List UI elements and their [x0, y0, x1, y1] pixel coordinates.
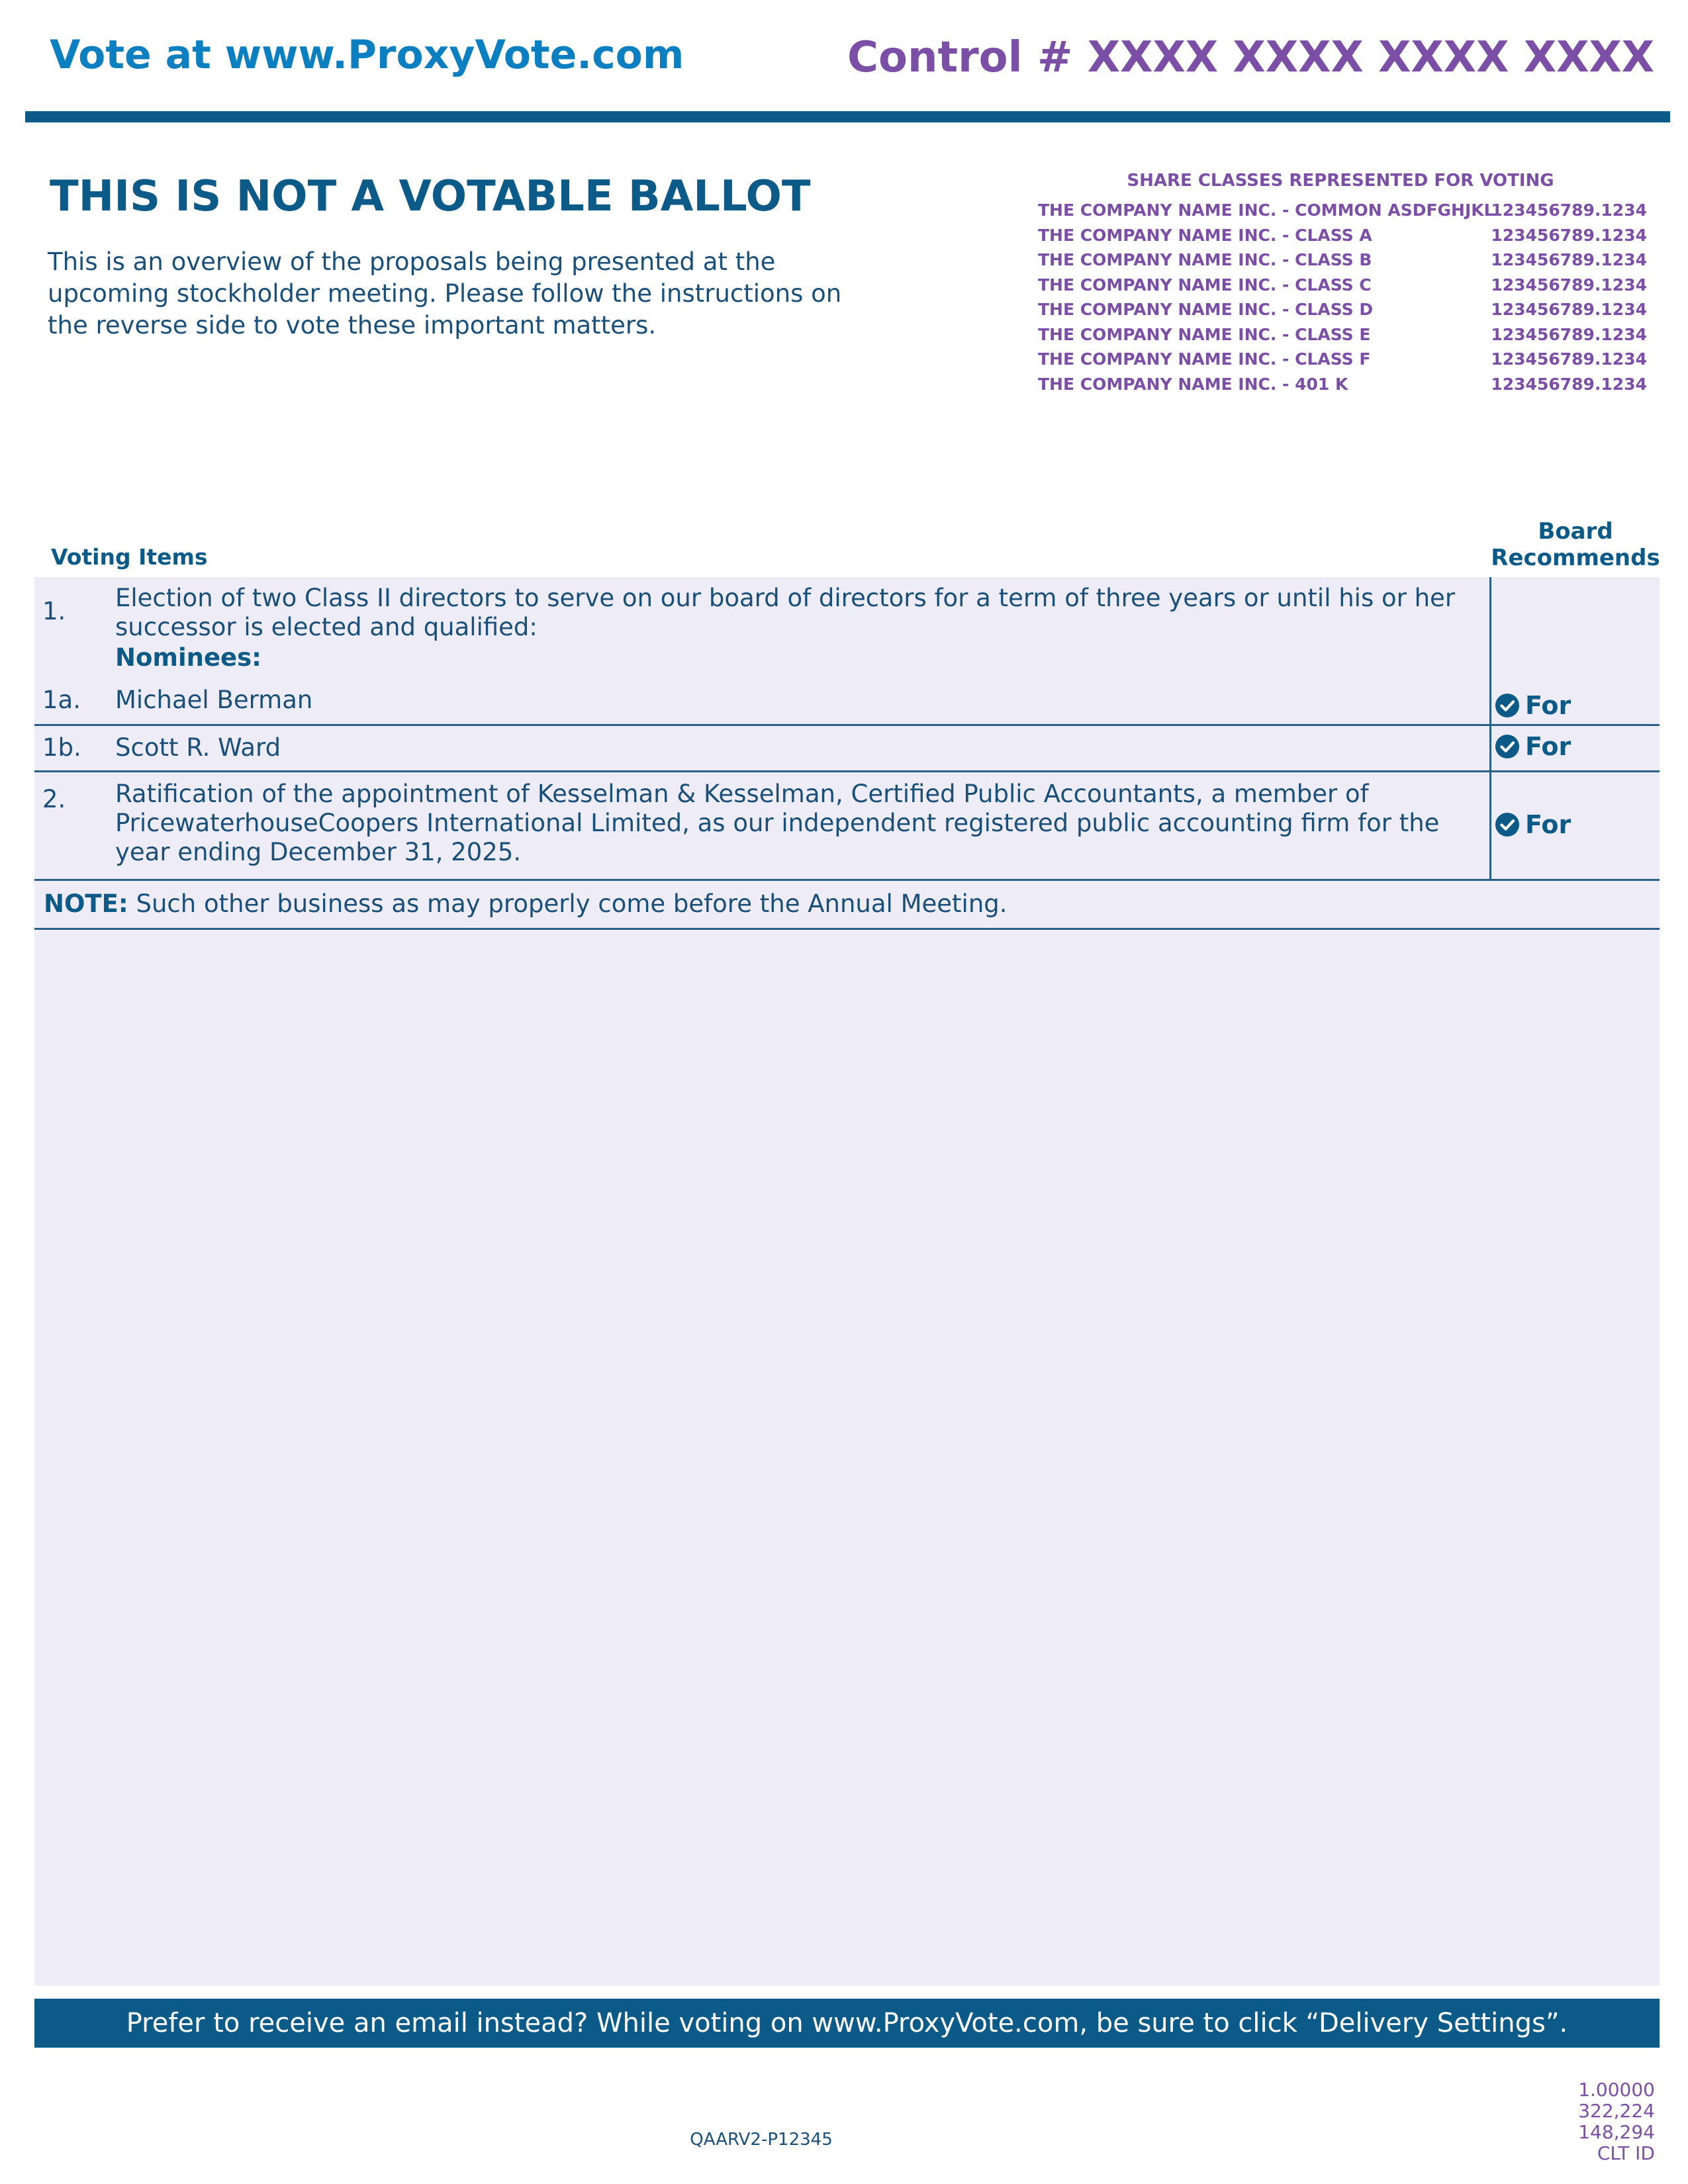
voting-items-panel	[34, 577, 1660, 1985]
recommendation-for	[1495, 810, 1571, 839]
recommend-column-divider	[1489, 577, 1491, 880]
not-votable-heading: THIS IS NOT A VOTABLE BALLOT	[50, 172, 811, 221]
share-class-value: 123456789.1234	[1491, 300, 1647, 319]
recommendation-label: For	[1525, 732, 1571, 761]
board-recommends-header: Board Recommends	[1491, 518, 1660, 571]
share-class-value: 123456789.1234	[1491, 324, 1647, 344]
share-class-value: 123456789.1234	[1491, 349, 1647, 369]
nominee-name: Michael Berman	[115, 686, 313, 714]
recommendation-label: For	[1525, 810, 1571, 839]
share-class-value: 123456789.1234	[1491, 225, 1647, 245]
row-divider	[34, 879, 1660, 881]
footer-code: 148,294	[1578, 2121, 1655, 2143]
check-circle-icon	[1495, 693, 1520, 718]
nominee-name: Scott R. Ward	[115, 733, 281, 762]
share-class-name: THE COMPANY NAME INC. - CLASS B	[1038, 250, 1372, 269]
footer-code: 1.00000	[1578, 2079, 1655, 2101]
share-class-name: THE COMPANY NAME INC. - COMMON ASDFGHJKL	[1038, 201, 1495, 220]
note-line	[44, 889, 1008, 918]
item-number: 1.	[42, 597, 66, 625]
footer-codes	[1456, 2079, 1655, 2164]
item-number: 2.	[42, 785, 66, 813]
document-code: QAARV2-P12345	[690, 2130, 833, 2150]
share-class-row	[1038, 325, 1647, 350]
note-text: Such other business as may properly come before the Annual Meeting.	[136, 889, 1008, 918]
share-class-value: 123456789.1234	[1491, 250, 1647, 269]
email-delivery-banner: Prefer to receive an email instead? While voting on www.ProxyVote.com, be sure to click “Delivery Settings”.	[34, 1999, 1660, 2048]
share-class-name: THE COMPANY NAME INC. - CLASS A	[1038, 225, 1372, 245]
check-circle-icon	[1495, 734, 1520, 759]
item-2-description: Ratification of the appointment of Kesselman & Kesselman, Certified Public Accountants, a member of PricewaterhouseCoopers International Limited, as our independent registered public accounting firm for the year ending December 31, 2025.	[115, 780, 1440, 866]
intro-description: This is an overview of the proposals being presented at the upcoming stockholder meeting. Please follow the instructions on the reverse side to vote these important matters.	[48, 248, 842, 340]
share-class-name: THE COMPANY NAME INC. - CLASS F	[1038, 349, 1371, 369]
share-class-value: 123456789.1234	[1491, 201, 1647, 220]
share-class-row	[1038, 349, 1647, 375]
share-classes-list	[1038, 201, 1647, 399]
item-number: 1a.	[42, 686, 81, 714]
footer-code: 322,224	[1578, 2100, 1655, 2122]
header-divider	[25, 111, 1670, 122]
share-class-row	[1038, 201, 1647, 226]
recommendation-for	[1495, 732, 1571, 761]
share-class-name: THE COMPANY NAME INC. - 401 K	[1038, 374, 1348, 394]
nominees-label: Nominees:	[115, 643, 261, 672]
row-divider	[34, 770, 1660, 772]
share-class-value: 123456789.1234	[1491, 374, 1647, 394]
item-number: 1b.	[42, 733, 81, 762]
voting-items-header: Voting Items	[51, 544, 208, 570]
row-divider	[34, 928, 1660, 930]
share-classes-title: SHARE CLASSES REPRESENTED FOR VOTING	[1127, 171, 1554, 191]
item-1-description: Election of two Class II directors to serve on our board of directors for a term of three years or until his or her successor is elected and qualified:	[115, 584, 1456, 641]
share-class-value: 123456789.1234	[1491, 275, 1647, 295]
share-class-row	[1038, 375, 1647, 400]
control-number: Control # XXXX XXXX XXXX XXXX	[847, 33, 1655, 82]
share-class-name: THE COMPANY NAME INC. - CLASS E	[1038, 324, 1371, 344]
share-class-row	[1038, 226, 1647, 251]
share-class-row	[1038, 275, 1647, 300]
share-class-row	[1038, 250, 1647, 275]
note-label: NOTE:	[44, 889, 128, 918]
share-class-name: THE COMPANY NAME INC. - CLASS D	[1038, 300, 1374, 319]
footer-code: CLT ID	[1597, 2142, 1655, 2164]
recommendation-for	[1495, 691, 1571, 720]
recommendation-label: For	[1525, 691, 1571, 720]
check-circle-icon	[1495, 812, 1520, 837]
row-divider	[34, 724, 1660, 726]
vote-website-link[interactable]: Vote at www.ProxyVote.com	[50, 32, 684, 78]
share-class-row	[1038, 300, 1647, 325]
share-class-name: THE COMPANY NAME INC. - CLASS C	[1038, 275, 1372, 295]
